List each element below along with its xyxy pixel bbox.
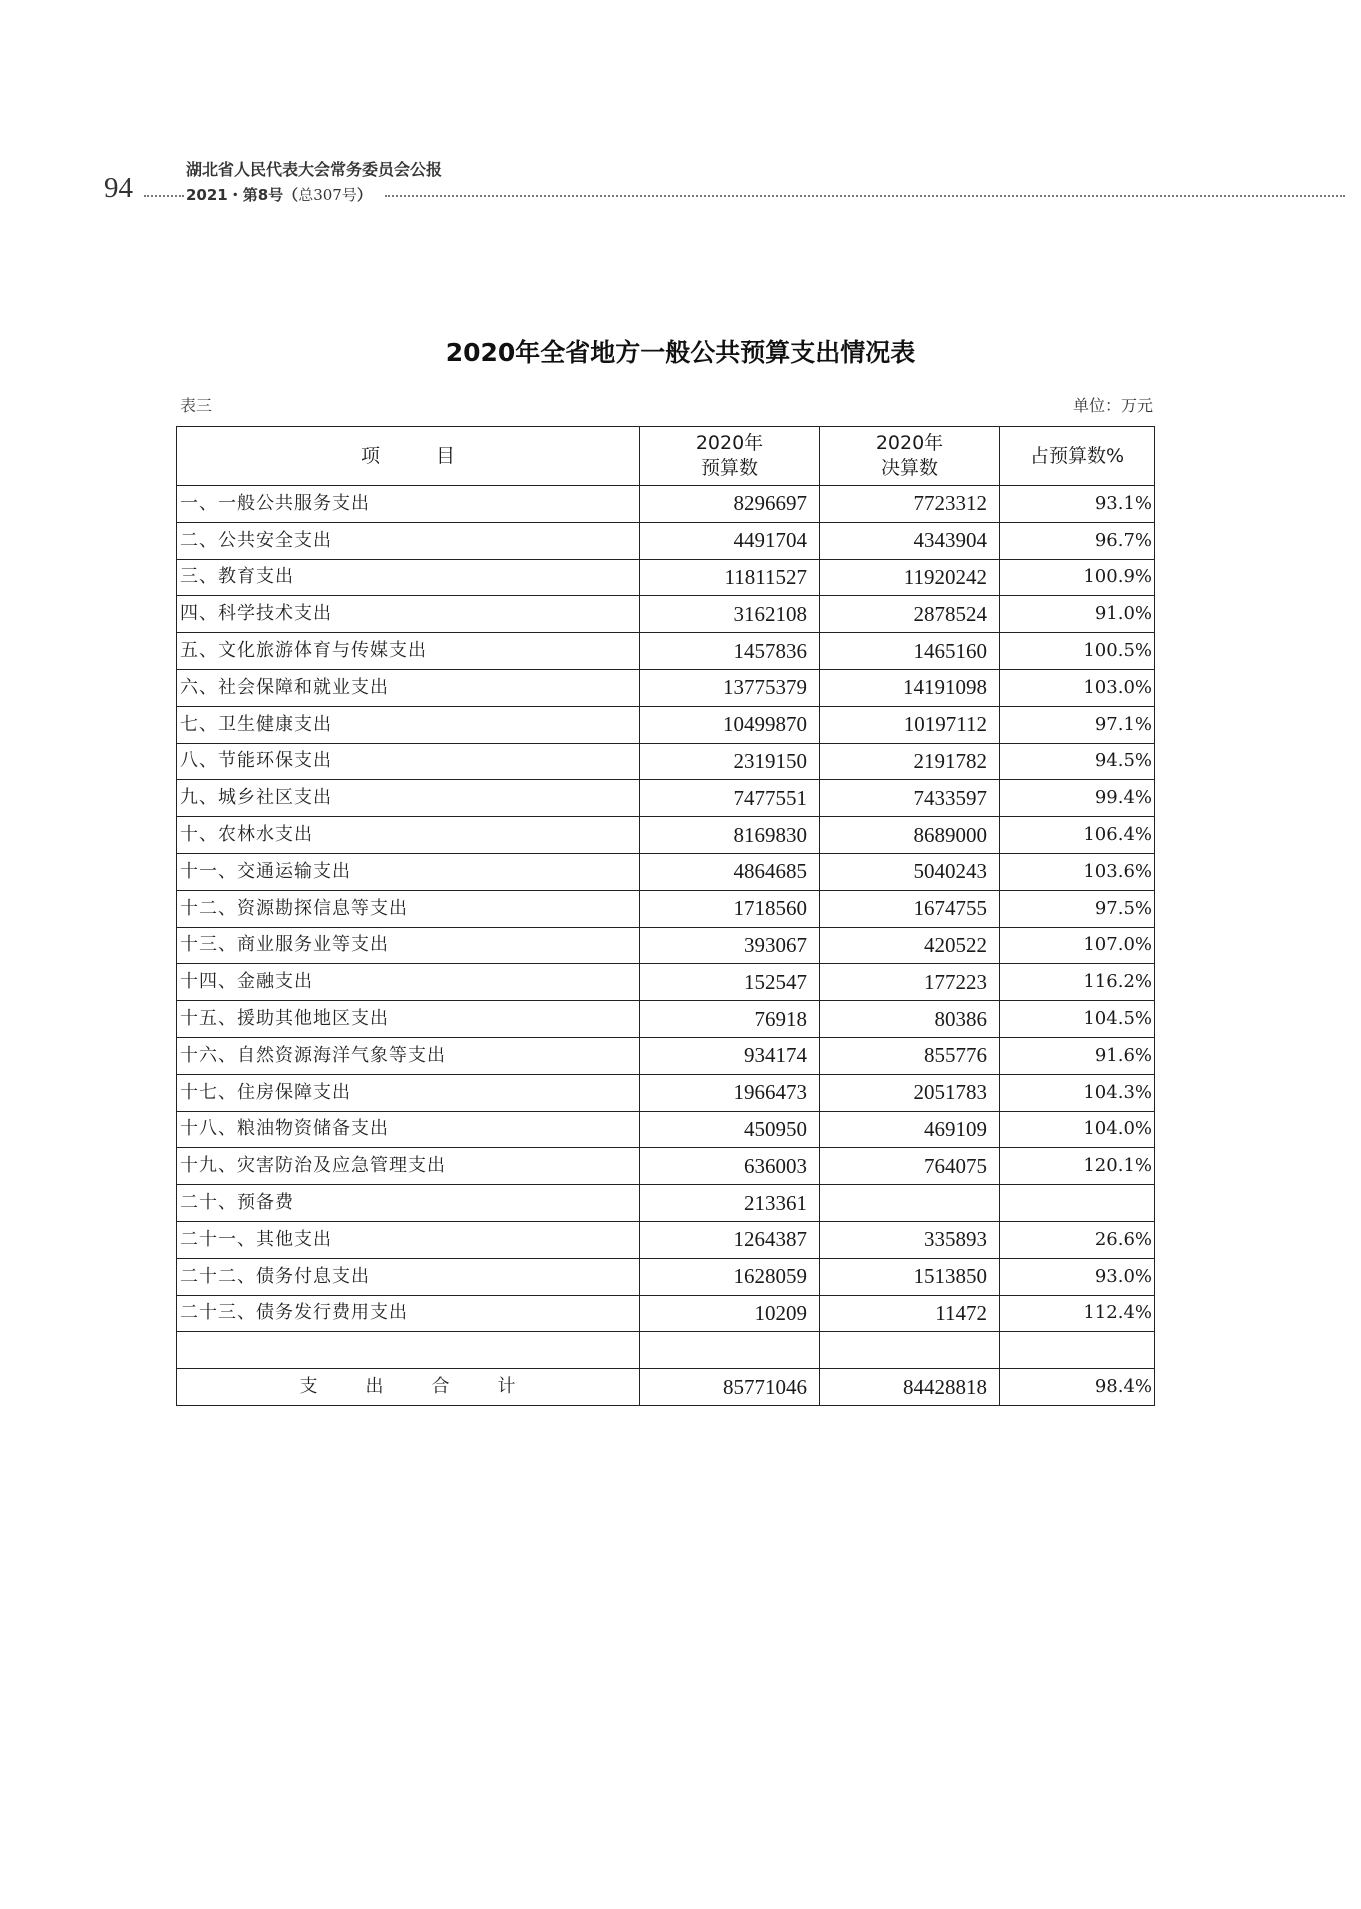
row-budget: 10209: [640, 1295, 820, 1332]
row-name: 三、教育支出: [177, 559, 640, 596]
header-item-b: 目: [436, 444, 456, 467]
row-budget: 1966473: [640, 1074, 820, 1111]
row-final: 7433597: [820, 780, 1000, 817]
issue-label: 2021・第8号（: [186, 186, 299, 204]
unit-label: 单位：万元: [1072, 396, 1153, 415]
table-row: [177, 890, 1155, 927]
row-budget: 213361: [640, 1185, 820, 1222]
row-pct: 103.0%: [1000, 669, 1155, 706]
row-name: 十二、资源勘探信息等支出: [177, 890, 640, 927]
row-final: 2051783: [820, 1074, 1000, 1111]
table-row: [177, 743, 1155, 780]
row-name: 二十二、债务付息支出: [177, 1258, 640, 1295]
row-budget: 1718560: [640, 890, 820, 927]
header-budget-line1: 2020年: [695, 432, 764, 455]
row-final: 80386: [820, 1001, 1000, 1038]
table-header-row: [177, 427, 1155, 486]
row-final: 1513850: [820, 1258, 1000, 1295]
row-pct: 91.0%: [1000, 596, 1155, 633]
row-final: 11472: [820, 1295, 1000, 1332]
header-final: [820, 427, 1000, 486]
header-item-a: 项: [360, 444, 380, 467]
budget-expenditure-table: [176, 426, 1155, 1406]
row-name: 二十一、其他支出: [177, 1221, 640, 1258]
total-label: [177, 1369, 640, 1406]
row-name: 十、农林水支出: [177, 817, 640, 854]
row-budget: 11811527: [640, 559, 820, 596]
row-name: 十七、住房保障支出: [177, 1074, 640, 1111]
header-final-line1: 2020年: [875, 432, 944, 455]
row-pct: 104.0%: [1000, 1111, 1155, 1148]
row-name: 五、文化旅游体育与传媒支出: [177, 633, 640, 670]
row-budget: 10499870: [640, 706, 820, 743]
row-budget: 8296697: [640, 486, 820, 523]
row-pct: 91.6%: [1000, 1037, 1155, 1074]
row-pct: [1000, 1185, 1155, 1222]
table-row: [177, 780, 1155, 817]
table-row: [177, 1037, 1155, 1074]
header-final-line2: 决算数: [880, 457, 938, 479]
row-pct: 97.1%: [1000, 706, 1155, 743]
row-pct: 93.0%: [1000, 1258, 1155, 1295]
total-pct: 98.4%: [1000, 1369, 1155, 1406]
total-label-char: 支: [299, 1376, 318, 1398]
issue-number: [186, 188, 372, 203]
total-label-char: 合: [431, 1376, 450, 1398]
row-name: 十五、援助其他地区支出: [177, 1001, 640, 1038]
table-row: [177, 522, 1155, 559]
row-name: 十九、灾害防治及应急管理支出: [177, 1148, 640, 1185]
table-row: [177, 669, 1155, 706]
row-name: 二、公共安全支出: [177, 522, 640, 559]
header-rule-left: [144, 195, 184, 197]
row-name: 二十、预备费: [177, 1185, 640, 1222]
row-pct: 103.6%: [1000, 853, 1155, 890]
row-name: 六、社会保障和就业支出: [177, 669, 640, 706]
row-budget: 934174: [640, 1037, 820, 1074]
row-pct: 97.5%: [1000, 890, 1155, 927]
row-pct: 120.1%: [1000, 1148, 1155, 1185]
row-final: 2878524: [820, 596, 1000, 633]
row-pct: 107.0%: [1000, 927, 1155, 964]
row-pct: 99.4%: [1000, 780, 1155, 817]
header-rule-right: [385, 195, 1345, 197]
row-pct: 94.5%: [1000, 743, 1155, 780]
table-row: [177, 559, 1155, 596]
row-name: 十三、商业服务业等支出: [177, 927, 640, 964]
row-final: 335893: [820, 1221, 1000, 1258]
row-final: [820, 1332, 1000, 1369]
row-final: 2191782: [820, 743, 1000, 780]
table-row: [177, 964, 1155, 1001]
row-pct: [1000, 1332, 1155, 1369]
row-budget: 450950: [640, 1111, 820, 1148]
row-name: 一、一般公共服务支出: [177, 486, 640, 523]
publication-title: 湖北省人民代表大会常务委员会公报: [186, 160, 443, 179]
row-final: 4343904: [820, 522, 1000, 559]
total-label-char: 出: [365, 1376, 384, 1398]
total-final: 84428818: [820, 1369, 1000, 1406]
row-budget: 4491704: [640, 522, 820, 559]
row-budget: 76918: [640, 1001, 820, 1038]
row-budget: [640, 1332, 820, 1369]
total-budget: 85771046: [640, 1369, 820, 1406]
total-row: [177, 1369, 1155, 1406]
table-row: [177, 1258, 1155, 1295]
row-budget: 2319150: [640, 743, 820, 780]
table-row: [177, 1185, 1155, 1222]
row-final: 420522: [820, 927, 1000, 964]
row-pct: 104.3%: [1000, 1074, 1155, 1111]
table-row: [177, 1001, 1155, 1038]
row-final: [820, 1185, 1000, 1222]
row-name: 二十三、债务发行费用支出: [177, 1295, 640, 1332]
row-budget: 393067: [640, 927, 820, 964]
header-item: [177, 427, 640, 486]
row-pct: 96.7%: [1000, 522, 1155, 559]
row-final: 8689000: [820, 817, 1000, 854]
total-label-char: 计: [497, 1376, 516, 1398]
table-row: [177, 596, 1155, 633]
row-final: 1465160: [820, 633, 1000, 670]
row-name: 十六、自然资源海洋气象等支出: [177, 1037, 640, 1074]
row-final: 1674755: [820, 890, 1000, 927]
row-final: 855776: [820, 1037, 1000, 1074]
table-row: [177, 706, 1155, 743]
row-name: 八、节能环保支出: [177, 743, 640, 780]
row-pct: 112.4%: [1000, 1295, 1155, 1332]
issue-total: 总307号: [298, 186, 357, 204]
row-final: 10197112: [820, 706, 1000, 743]
row-name: 九、城乡社区支出: [177, 780, 640, 817]
row-final: 177223: [820, 964, 1000, 1001]
issue-close: ）: [356, 186, 372, 204]
row-budget: 8169830: [640, 817, 820, 854]
table-row: [177, 1295, 1155, 1332]
row-budget: 3162108: [640, 596, 820, 633]
row-final: 11920242: [820, 559, 1000, 596]
row-pct: 26.6%: [1000, 1221, 1155, 1258]
page-number: 94: [104, 172, 133, 204]
row-budget: 636003: [640, 1148, 820, 1185]
row-pct: 106.4%: [1000, 817, 1155, 854]
table-row: [177, 486, 1155, 523]
row-pct: 104.5%: [1000, 1001, 1155, 1038]
table-row: [177, 633, 1155, 670]
row-name: 十四、金融支出: [177, 964, 640, 1001]
row-budget: 1264387: [640, 1221, 820, 1258]
row-name: [177, 1332, 640, 1369]
row-budget: 1628059: [640, 1258, 820, 1295]
row-name: 七、卫生健康支出: [177, 706, 640, 743]
header-budget: [640, 427, 820, 486]
row-budget: 4864685: [640, 853, 820, 890]
table-row: [177, 927, 1155, 964]
row-final: 764075: [820, 1148, 1000, 1185]
row-final: 7723312: [820, 486, 1000, 523]
row-pct: 100.9%: [1000, 559, 1155, 596]
table-row: [177, 1221, 1155, 1258]
row-budget: 13775379: [640, 669, 820, 706]
row-pct: 100.5%: [1000, 633, 1155, 670]
table-row: [177, 1074, 1155, 1111]
table-row: [177, 853, 1155, 890]
table-row: [177, 1148, 1155, 1185]
row-budget: 7477551: [640, 780, 820, 817]
row-final: 14191098: [820, 669, 1000, 706]
document-title: 2020年全省地方一般公共预算支出情况表: [445, 338, 916, 367]
row-budget: 1457836: [640, 633, 820, 670]
table-row: [177, 1332, 1155, 1369]
row-pct: 93.1%: [1000, 486, 1155, 523]
row-name: 十八、粮油物资储备支出: [177, 1111, 640, 1148]
row-pct: 116.2%: [1000, 964, 1155, 1001]
table-row: [177, 1111, 1155, 1148]
row-final: 469109: [820, 1111, 1000, 1148]
header-pct: 占预算数%: [1000, 427, 1155, 486]
row-final: 5040243: [820, 853, 1000, 890]
row-name: 四、科学技术支出: [177, 596, 640, 633]
table-row: [177, 817, 1155, 854]
row-budget: 152547: [640, 964, 820, 1001]
header-budget-line2: 预算数: [700, 457, 758, 479]
table-label: 表三: [180, 396, 213, 415]
row-name: 十一、交通运输支出: [177, 853, 640, 890]
